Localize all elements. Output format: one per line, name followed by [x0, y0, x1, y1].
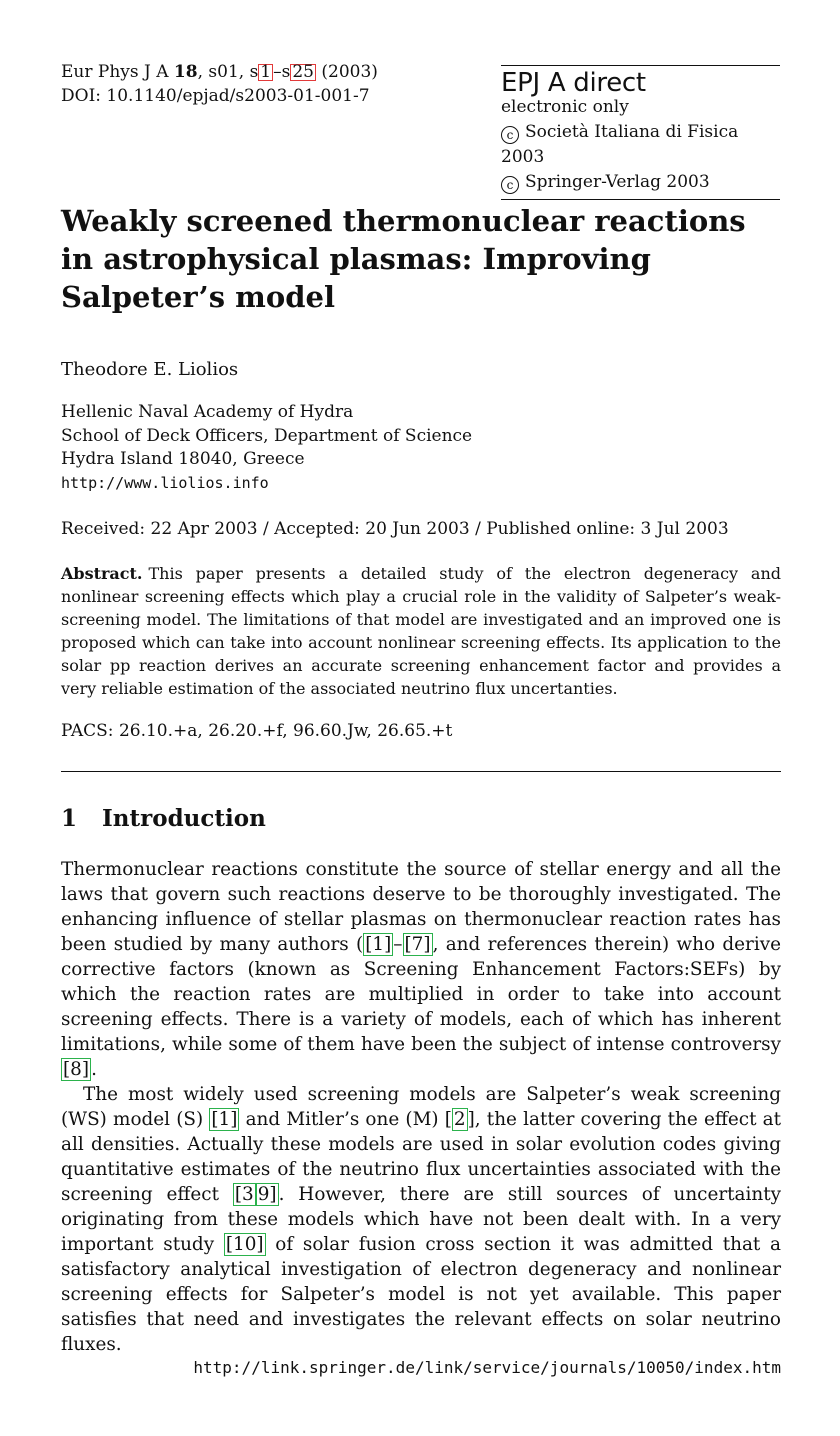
section-title: Introduction [102, 805, 266, 832]
citation-link[interactable]: 9] [257, 1184, 277, 1205]
citation-link[interactable]: [1] [211, 1109, 238, 1130]
paragraph [61, 1082, 781, 1357]
affiliation-line: Hellenic Naval Academy of Hydra [61, 402, 354, 422]
journal-url-link[interactable]: http://link.springer.de/link/service/journals/10050/index.htm [193, 1358, 781, 1377]
citation-link[interactable]: [7] [404, 934, 431, 955]
citation-link[interactable]: [10] [225, 1234, 264, 1255]
paragraph [61, 857, 781, 1082]
citation-link[interactable]: [1] [365, 934, 392, 955]
journal-volume: 18 [173, 62, 198, 82]
paragraph-text: Thermonuclear reactions constitute the source of stellar energy and all the laws that govern such reactions deserve to be thoroughly investigated. The enhancing influence of stellar plasmas on thermonuclear reaction rates has been studied by many authors ( [61, 859, 781, 955]
publication-dates: Received: 22 Apr 2003 / Accepted: 20 Jun 2003 / Published online: 3 Jul 2003 [61, 519, 729, 539]
copyright-sif-text: Società Italiana di Fisica 2003 [501, 122, 739, 167]
masthead-title: EPJ A direct [501, 68, 646, 98]
citation-link[interactable]: [8] [63, 1059, 90, 1080]
section-number: 1 [61, 805, 78, 832]
affiliation-line: Hydra Island 18040, Greece [61, 449, 305, 469]
copyright-springer [501, 170, 780, 195]
copyright-icon: c [501, 176, 519, 194]
paragraph-text: . However, there are still sources of uncertainty originating from these models which have not been dealt with. In a very important study [61, 1184, 782, 1255]
paragraph-text: and Mitler’s one (M) [ [239, 1109, 452, 1130]
section-heading [61, 804, 266, 834]
author-url-link[interactable]: http://www.liolios.info [61, 473, 269, 492]
masthead-subtitle: electronic only [501, 97, 629, 117]
masthead [501, 65, 780, 200]
pacs-codes: PACS: 26.10.+a, 26.20.+f, 96.60.Jw, 26.65.+t [61, 721, 453, 741]
affiliation-line: School of Deck Officers, Department of Science [61, 425, 473, 446]
copyright-sif [501, 120, 780, 170]
author-name: Theodore E. Liolios [61, 359, 239, 380]
journal-issue: , s01, s [197, 62, 259, 82]
journal-name: Eur Phys J A [61, 62, 169, 82]
abstract-text: This paper presents a detailed study of the electron degeneracy and nonlinear screening effects which play a crucial role in the validity of Salpeter’s weak-screening model. The limitations of that model are investigated and an improved one is proposed which can take into account nonlinear screening effects. Its application to the solar pp reaction derives an accurate screening enhancement factor and provides a very reliable estimation of the associated neutrino flux uncertanties. [61, 564, 781, 698]
abstract-label: Abstract. [61, 564, 143, 583]
page-separator: –s [273, 62, 291, 82]
paragraph-text: of solar fusion cross section it was admitted that a satisfactory analytical investigation of electron degeneracy and nonlinear screening effects for Salpeter’s model is not yet available. This paper satisfies that need and investigates the relevant effects on solar neutrino fluxes. [61, 1234, 782, 1355]
introduction-body [61, 857, 781, 1357]
journal-year: (2003) [316, 62, 378, 82]
copyright-icon: c [501, 126, 519, 144]
paragraph-text: , and references therein) who derive corrective factors (known as Screening Enhancement Factors:SEFs) by which the reaction rates are multiplied in order to take into account screening effects. There is a variety of models, each of which has inherent limitations, while some of them have been the subject of intense controversy [61, 934, 781, 1055]
paper-title: Weakly screened thermonuclear reactions in astrophysical plasmas: Improving Salpeter’s model [61, 204, 746, 314]
citation-link[interactable]: 2 [453, 1109, 466, 1130]
citation-header [61, 60, 481, 108]
divider [61, 771, 781, 772]
abstract [61, 562, 781, 700]
copyright-springer-text: Springer-Verlag 2003 [525, 172, 710, 192]
paragraph-text: – [393, 934, 403, 955]
paragraph-text: ], the latter covering the effect at all densities. Actually these models are used in solar evolution codes giving quantitative estimates of the neutrino flux uncertainties associated with the screening effect [61, 1109, 781, 1205]
journal-reference [61, 60, 481, 84]
paragraph-text: The most widely used screening models are Salpeter’s weak screening (WS) model (S) [61, 1084, 781, 1130]
page-start-link[interactable]: 1 [260, 62, 272, 82]
citation-link[interactable]: [3 [234, 1184, 254, 1205]
doi: DOI: 10.1140/epjad/s2003-01-001-7 [61, 86, 370, 106]
affiliation [61, 401, 472, 495]
page-end-link[interactable]: 25 [292, 62, 314, 82]
paragraph-text: . [91, 1059, 97, 1080]
